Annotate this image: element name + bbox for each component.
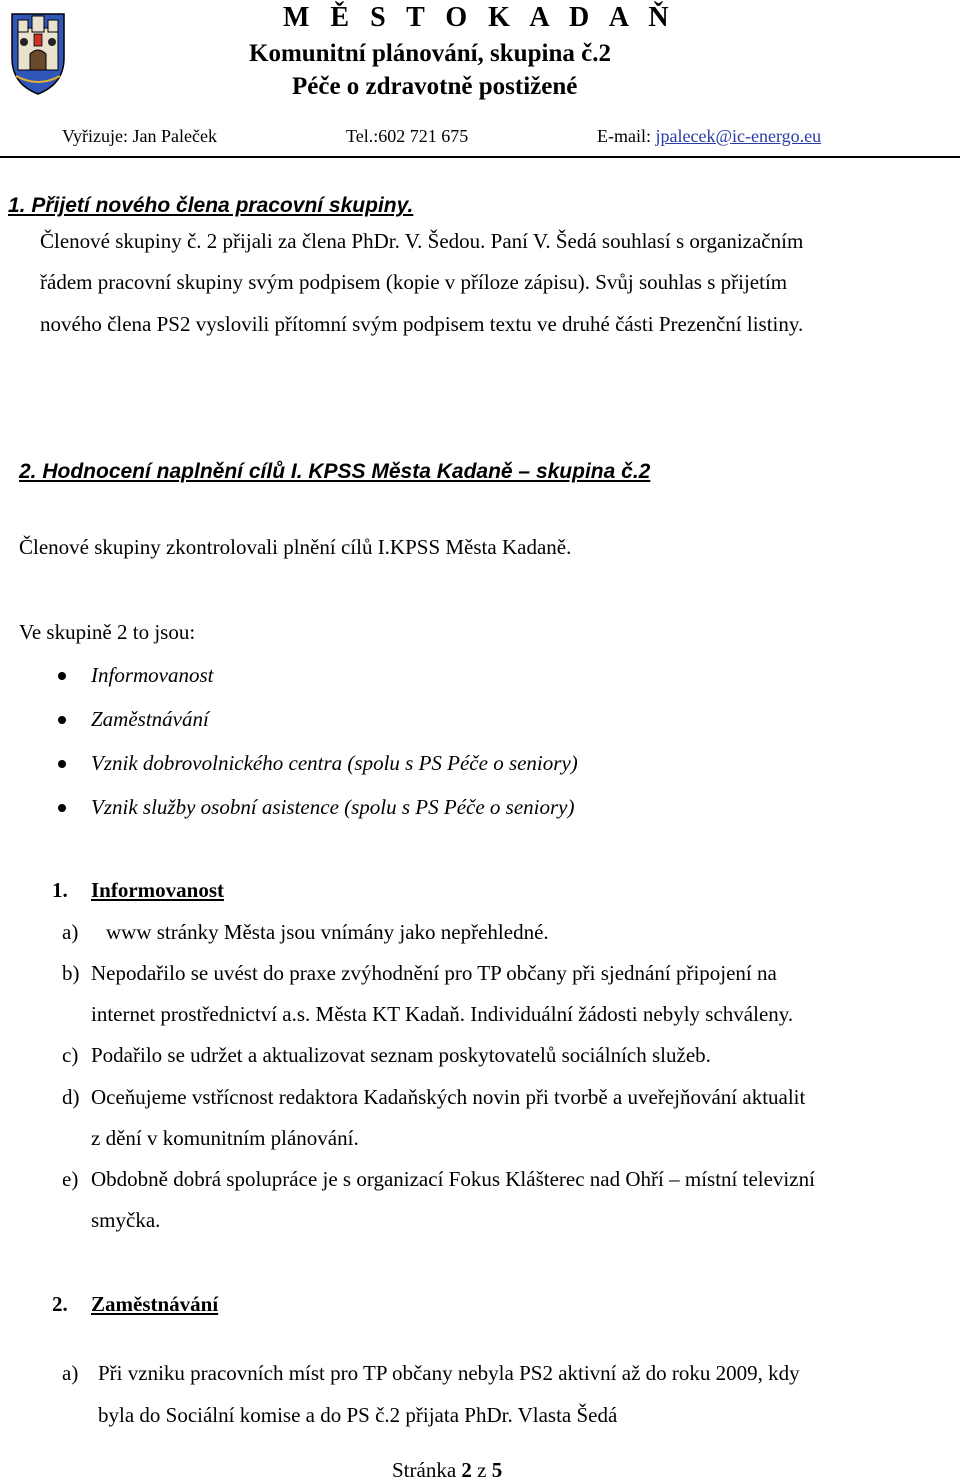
- section2-heading: 2. Hodnocení naplnění cílů I. KPSS Města Kadaně – skupina č.2: [19, 460, 651, 483]
- item-text: internet prostřednictví a.s. Města KT Kadaň. Individuální žádosti nebyly schváleny.: [91, 1002, 794, 1026]
- item-text: Obdobně dobrá spolupráce je s organizací Fokus Klášterec nad Ohří – místní televizní: [91, 1167, 815, 1191]
- email-link[interactable]: jpalecek@ic-energo.eu: [655, 126, 822, 146]
- bullet-dot: [58, 804, 66, 812]
- list-item: Vznik dobrovolnického centra (spolu s PS Péče o seniory): [91, 751, 578, 775]
- item-letter: a): [62, 1361, 79, 1385]
- page-number: [392, 1458, 502, 1483]
- item-text: www stránky Města jsou vnímány jako nepřehledné.: [106, 920, 549, 944]
- section1-heading: 1. Přijetí nového člena pracovní skupiny.: [8, 194, 414, 217]
- bullet-dot: [58, 716, 66, 724]
- group-subtitle: Komunitní plánování, skupina č.2: [249, 40, 611, 67]
- bullet-dot: [58, 672, 66, 680]
- sub2-number: 2.: [52, 1292, 68, 1316]
- page-current: 2: [461, 1458, 472, 1482]
- list-intro: Ve skupině 2 to jsou:: [19, 620, 196, 644]
- item-letter: c): [62, 1043, 79, 1067]
- section1-line: nového člena PS2 vyslovili přítomní svým podpisem textu ve druhé části Prezenční listiny.: [40, 312, 804, 336]
- item-text: byla do Sociální komise a do PS č.2 přijata PhDr. Vlasta Šedá: [98, 1403, 618, 1427]
- section1-line: Členové skupiny č. 2 přijali za člena PhDr. V. Šedou. Paní V. Šedá souhlasí s organizačním: [40, 229, 804, 253]
- sub1-heading: Informovanost: [91, 878, 225, 902]
- item-text: Oceňujeme vstřícnost redaktora Kadaňských novin při tvorbě a uveřejňování aktualit: [91, 1085, 806, 1109]
- city-title: M Ě S T O K A D A Ň: [283, 2, 676, 33]
- contact-person: Vyřizuje: Jan Paleček: [62, 126, 217, 146]
- item-letter: b): [62, 961, 80, 985]
- list-item: Vznik služby osobní asistence (spolu s PS Péče o seniory): [91, 795, 575, 819]
- sub1-number: 1.: [52, 878, 68, 902]
- group-topic: Péče o zdravotně postižené: [292, 73, 578, 100]
- contact-phone: Tel.:602 721 675: [346, 126, 469, 146]
- item-text: smyčka.: [91, 1208, 161, 1232]
- page-prefix: Stránka: [392, 1458, 462, 1482]
- city-crest-logo: [8, 6, 68, 96]
- item-letter: a): [62, 920, 79, 944]
- item-text: Nepodařilo se uvést do praxe zvýhodnění pro TP občany při sjednání připojení na: [91, 961, 777, 985]
- contact-email: [597, 126, 821, 147]
- section2-intro: Členové skupiny zkontrolovali plnění cílů I.KPSS Města Kadaně.: [19, 535, 572, 559]
- item-letter: e): [62, 1167, 79, 1191]
- bullet-dot: [58, 760, 66, 768]
- email-label: E-mail:: [597, 126, 656, 146]
- header-divider: [0, 156, 960, 158]
- item-letter: d): [62, 1085, 80, 1109]
- list-item: Informovanost: [91, 663, 214, 687]
- page-total: 5: [491, 1458, 503, 1482]
- list-item: Zaměstnávání: [91, 707, 209, 731]
- item-text: Při vzniku pracovních míst pro TP občany nebyla PS2 aktivní až do roku 2009, kdy: [98, 1361, 800, 1385]
- section1-line: řádem pracovní skupiny svým podpisem (kopie v příloze zápisu). Svůj souhlas s přijetím: [40, 270, 788, 294]
- item-text: z dění v komunitním plánování.: [91, 1126, 359, 1150]
- sub2-heading: Zaměstnávání: [91, 1292, 219, 1316]
- item-text: Podařilo se udržet a aktualizovat seznam poskytovatelů sociálních služeb.: [91, 1043, 711, 1067]
- page-mid: z: [471, 1458, 492, 1482]
